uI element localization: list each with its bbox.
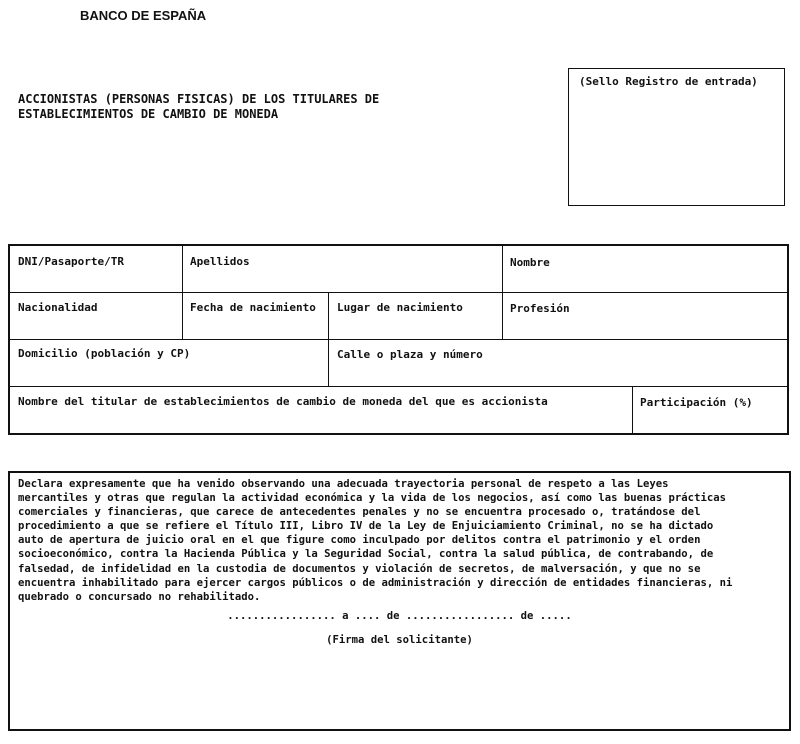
declaration-box [8,471,791,731]
profession-field[interactable]: Profesión [510,302,570,315]
registration-stamp-box [568,68,785,206]
form-title-line-1: ACCIONISTAS (PERSONAS FISICAS) DE LOS TITULARES DE [18,92,380,106]
nationality-field[interactable]: Nacionalidad [18,301,98,314]
column-divider [632,386,633,433]
form-title-line-2: ESTABLECIMIENTOS DE CAMBIO DE MONEDA [18,107,279,121]
address-field[interactable]: Domicilio (población y CP) [18,347,191,360]
declaration-text: Declara expresamente que ha venido observando una adecuada trayectoria personal de respeto a las Leyes mercantiles y otras que regulan la actividad económica y la vida de los negocios, así como las buenas prácticas comerciales y financieras, que carece de antecedentes penales y no se encuentra procesado o, tratándose del procedimiento a que se refiere el Título III, Libro IV de la Ley de Enjuiciamiento Criminal, no se ha dictado auto de apertura de juicio oral en el que figure como inculpado por delitos contra el patrimonio y el orden socioeconómico, contra la Hacienda Pública y la Seguridad Social, contra la salud pública, de contrabando, de falsedad, de infidelidad en la custodia de documentos y violación de secretos, de malversación, y que no se encuentra inhabilitado para ejercer cargos públicos o de administración y dirección de entidades financieras, ni quebrado o concursado no rehabilitado. [18,478,733,603]
participation-field[interactable]: Participación (%) [640,396,753,409]
place-date-line[interactable]: ................. a .... de ................. de ..... [227,610,572,622]
shareholder-data-form [8,244,789,435]
birth-place-field[interactable]: Lugar de nacimiento [337,301,463,314]
row-divider [10,292,787,293]
bank-name: BANCO DE ESPAÑA [80,8,207,23]
street-field[interactable]: Calle o plaza y número [337,348,483,361]
birth-date-field[interactable]: Fecha de nacimiento [190,301,316,314]
row-divider [10,339,787,340]
column-divider [502,246,503,339]
signature-label: (Firma del solicitante) [326,634,473,646]
column-divider [182,292,183,339]
form-title [18,92,379,122]
dni-field[interactable]: DNI/Pasaporte/TR [18,255,124,268]
column-divider [328,292,329,386]
row-divider [10,386,787,387]
surname-field[interactable]: Apellidos [190,255,250,268]
stamp-box-label: (Sello Registro de entrada) [579,75,758,88]
column-divider [182,246,183,292]
exchange-holder-field[interactable]: Nombre del titular de establecimientos de cambio de moneda del que es accionista [18,395,548,408]
first-name-field[interactable]: Nombre [510,256,550,269]
